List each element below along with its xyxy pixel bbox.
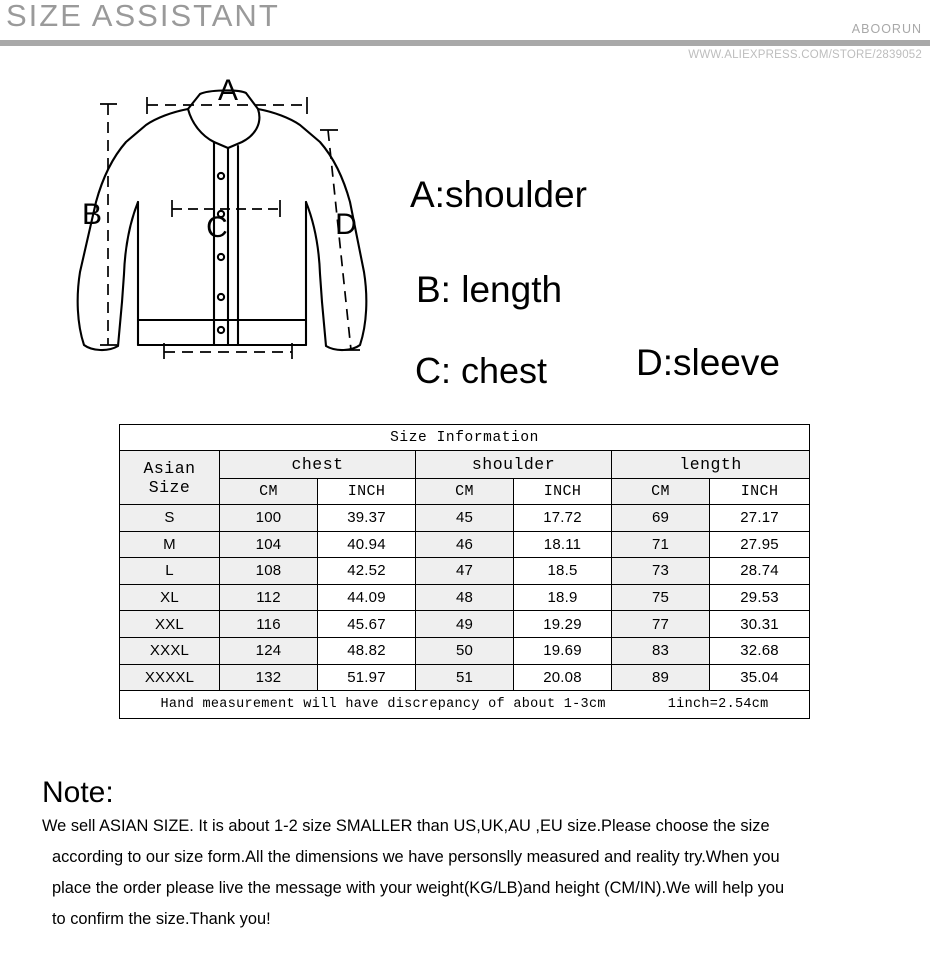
table-group-header-row <box>120 451 810 479</box>
size-information-table <box>119 424 809 719</box>
note-line: We sell ASIAN SIZE. It is about 1-2 size SMALLER than US,UK,AU ,EU size.Please choose the size <box>42 817 770 835</box>
cell-chest-cm: 104 <box>220 531 318 558</box>
diagram-marker-d: D <box>335 208 357 241</box>
table-row <box>120 584 810 611</box>
cell-size: XL <box>120 584 220 611</box>
cell-size: XXXL <box>120 637 220 664</box>
cell-length-inch: 27.17 <box>710 505 810 532</box>
cell-size: S <box>120 505 220 532</box>
cell-chest-inch: 45.67 <box>318 611 416 638</box>
footer-conversion-note: 1inch=2.54cm <box>667 697 769 713</box>
cell-length-inch: 35.04 <box>710 664 810 691</box>
cell-length-inch: 28.74 <box>710 558 810 585</box>
note-line: according to our size form.All the dimensions we have personslly measured and reality try.When you <box>52 848 780 866</box>
cell-chest-inch: 39.37 <box>318 505 416 532</box>
header-unit-shoulder-cm: CM <box>416 479 514 505</box>
header-unit-shoulder-inch: INCH <box>514 479 612 505</box>
cell-length-cm: 83 <box>612 637 710 664</box>
note-heading: Note: <box>42 776 114 809</box>
cell-shoulder-inch: 19.69 <box>514 637 612 664</box>
table-row <box>120 664 810 691</box>
cell-length-inch: 32.68 <box>710 637 810 664</box>
cell-length-cm: 71 <box>612 531 710 558</box>
table-title-row <box>120 425 810 451</box>
cell-size: L <box>120 558 220 585</box>
header-unit-length-inch: INCH <box>710 479 810 505</box>
cell-size: XXL <box>120 611 220 638</box>
cell-chest-cm: 132 <box>220 664 318 691</box>
cell-shoulder-cm: 49 <box>416 611 514 638</box>
header-asian-size <box>120 451 220 505</box>
cell-length-cm: 73 <box>612 558 710 585</box>
header-group-length: length <box>612 451 810 479</box>
store-url-label: WWW.ALIEXPRESS.COM/STORE/2839052 <box>688 49 922 61</box>
cell-shoulder-cm: 47 <box>416 558 514 585</box>
cell-shoulder-cm: 51 <box>416 664 514 691</box>
cell-shoulder-cm: 45 <box>416 505 514 532</box>
table-row <box>120 637 810 664</box>
table-row <box>120 611 810 638</box>
diagram-marker-b: B <box>81 198 103 231</box>
footer-measurement-note: Hand measurement will have discrepancy of about 1-3cm <box>160 697 606 713</box>
note-line: place the order please live the message with your weight(KG/LB)and height (CM/IN).We will help you <box>52 879 785 897</box>
diagram-marker-a: A <box>217 74 239 107</box>
table-row <box>120 505 810 532</box>
cell-shoulder-cm: 46 <box>416 531 514 558</box>
cell-shoulder-cm: 50 <box>416 637 514 664</box>
cell-chest-inch: 40.94 <box>318 531 416 558</box>
header-group-chest: chest <box>220 451 416 479</box>
cell-chest-cm: 124 <box>220 637 318 664</box>
cell-chest-inch: 48.82 <box>318 637 416 664</box>
brand-label: ABOORUN <box>851 22 922 36</box>
cell-length-cm: 75 <box>612 584 710 611</box>
cell-chest-cm: 108 <box>220 558 318 585</box>
header-asian-size-line1: Asian <box>143 458 196 478</box>
note-line: to confirm the size.Thank you! <box>52 910 271 928</box>
cell-shoulder-inch: 17.72 <box>514 505 612 532</box>
header-divider <box>0 40 930 46</box>
legend-sleeve: D:sleeve <box>636 342 780 383</box>
cell-length-cm: 77 <box>612 611 710 638</box>
cell-shoulder-inch: 20.08 <box>514 664 612 691</box>
cell-shoulder-inch: 19.29 <box>514 611 612 638</box>
jacket-illustration-icon <box>62 62 392 392</box>
cell-chest-inch: 44.09 <box>318 584 416 611</box>
cell-chest-cm: 100 <box>220 505 318 532</box>
cell-shoulder-inch: 18.11 <box>514 531 612 558</box>
cell-size: M <box>120 531 220 558</box>
cell-chest-inch: 42.52 <box>318 558 416 585</box>
header-asian-size-line2: Size <box>148 477 191 497</box>
table-title: Size Information <box>120 425 810 451</box>
page-title: SIZE ASSISTANT <box>6 0 280 33</box>
header-unit-chest-inch: INCH <box>318 479 416 505</box>
cell-length-inch: 30.31 <box>710 611 810 638</box>
header-unit-length-cm: CM <box>612 479 710 505</box>
legend-length: B: length <box>416 269 563 310</box>
header-group-shoulder: shoulder <box>416 451 612 479</box>
diagram-marker-c: C <box>206 211 228 244</box>
cell-shoulder-inch: 18.5 <box>514 558 612 585</box>
cell-shoulder-cm: 48 <box>416 584 514 611</box>
cell-shoulder-inch: 18.9 <box>514 584 612 611</box>
cell-size: XXXXL <box>120 664 220 691</box>
cell-chest-cm: 116 <box>220 611 318 638</box>
legend-shoulder: A:shoulder <box>410 174 587 215</box>
cell-length-inch: 27.95 <box>710 531 810 558</box>
cell-length-cm: 69 <box>612 505 710 532</box>
cell-chest-cm: 112 <box>220 584 318 611</box>
table-row <box>120 531 810 558</box>
cell-length-cm: 89 <box>612 664 710 691</box>
garment-diagram <box>0 62 930 402</box>
cell-chest-inch: 51.97 <box>318 664 416 691</box>
page-header <box>0 0 930 70</box>
table-footer-row <box>120 691 810 719</box>
note-section <box>42 778 902 935</box>
legend-chest: C: chest <box>415 350 548 391</box>
table-row <box>120 558 810 585</box>
cell-length-inch: 29.53 <box>710 584 810 611</box>
header-unit-chest-cm: CM <box>220 479 318 505</box>
table-unit-header-row <box>120 479 810 505</box>
